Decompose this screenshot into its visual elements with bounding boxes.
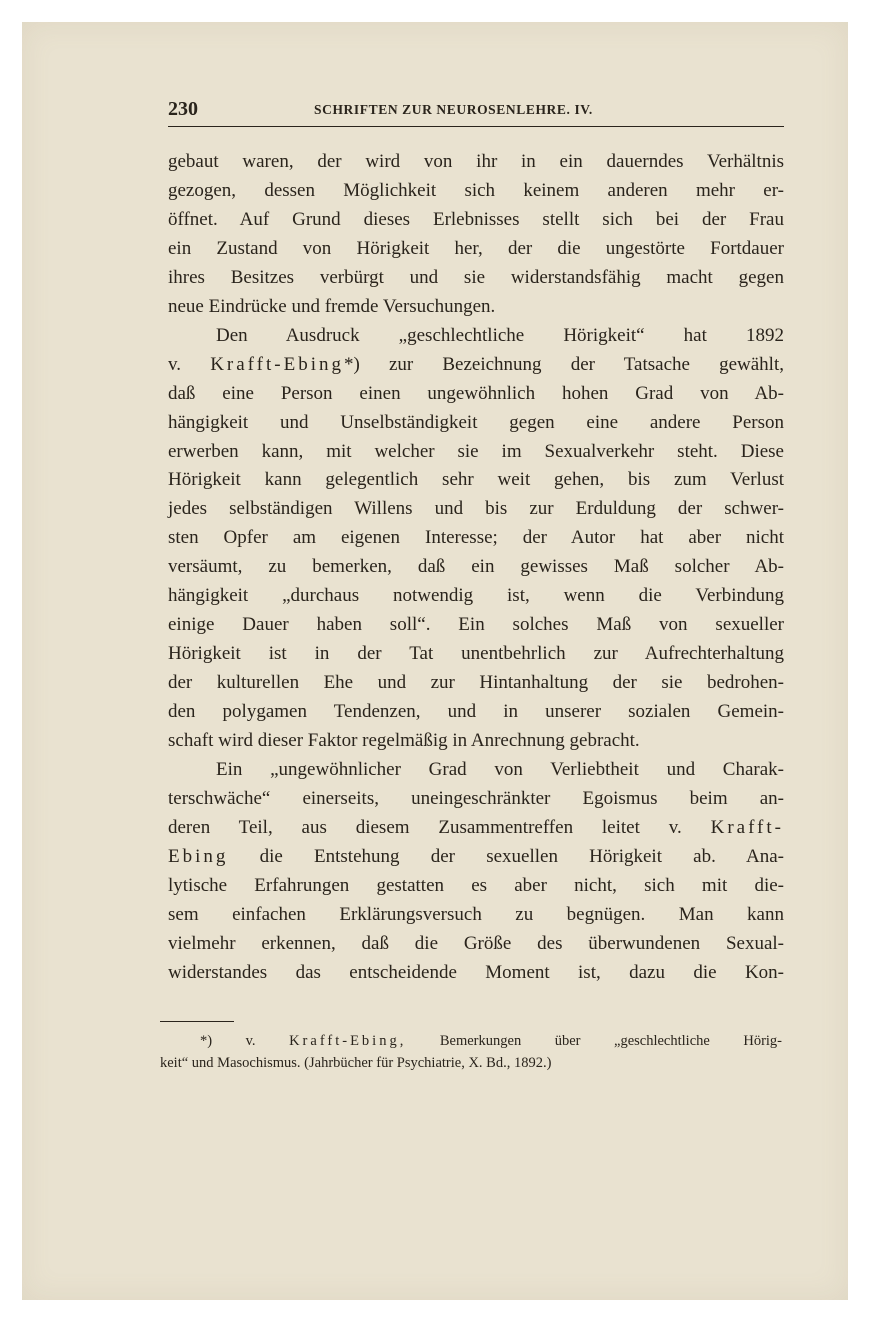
author-name: Krafft-Ebing: [210, 353, 344, 375]
footnote-line: keit“ und Masochismus. (Jahrbücher für Psychiatrie, X. Bd., 1892.): [160, 1055, 552, 1071]
footnote-rule: [160, 1021, 234, 1022]
text-line: widerstandes das entscheidende Moment ist, dazu die Kon-: [168, 961, 784, 983]
text-line: Hörigkeit ist in der Tat unentbehrlich zur Aufrechterhaltung: [168, 643, 784, 665]
body-text: [168, 148, 784, 988]
text-line: neue Eindrücke und fremde Versuchungen.: [168, 295, 496, 317]
text-line: ihres Besitzes verbürgt und sie widerstandsfähig macht gegen: [168, 266, 784, 288]
text-line: sten Opfer am eigenen Interesse; der Autor hat aber nicht: [168, 527, 784, 549]
text-line: [168, 843, 784, 872]
text-fragment: deren Teil, aus diesem Zusammentreffen leitet v.: [168, 816, 682, 838]
footnote: [160, 1030, 782, 1074]
text-line: den polygamen Tendenzen, und in unserer sozialen Gemein-: [168, 701, 784, 723]
text-line: öffnet. Auf Grund dieses Erlebnisses stellt sich bei der Frau: [168, 208, 784, 230]
text-line: der kulturellen Ehe und zur Hintanhaltung der sie bedrohen-: [168, 672, 784, 694]
text-line: terschwäche“ einerseits, uneingeschränkter Egoismus beim an-: [168, 787, 784, 809]
text-line: gezogen, dessen Möglichkeit sich keinem anderen mehr er-: [168, 179, 784, 201]
text-line: einige Dauer haben soll“. Ein solches Maß von sexueller: [168, 614, 784, 636]
text-fragment: v.: [168, 353, 182, 375]
text-line: schaft wird dieser Faktor regelmäßig in Anrechnung gebracht.: [168, 730, 640, 752]
text-line: ein Zustand von Hörigkeit her, der die ungestörte Fortdauer: [168, 237, 784, 259]
text-line: lytische Erfahrungen gestatten es aber nicht, sich mit die-: [168, 874, 784, 896]
header-rule: [168, 126, 784, 127]
text-fragment: *) v.: [200, 1033, 256, 1049]
running-head: [168, 98, 784, 124]
text-line: [168, 351, 784, 380]
text-line: vielmehr erkennen, daß die Größe des überwundenen Sexual-: [168, 932, 784, 954]
text-line: hängigkeit „durchaus notwendig ist, wenn die Verbindung: [168, 585, 784, 607]
author-name: Ebing: [168, 845, 229, 867]
author-name: Krafft-Ebing,: [289, 1033, 407, 1049]
text-line: Ein „ungewöhnlicher Grad von Verliebtheit und Charak-: [216, 759, 784, 781]
text-line: versäumt, zu bemerken, daß ein gewisses Maß solcher Ab-: [168, 556, 784, 578]
text-line: jedes selbständigen Willens und bis zur Erduldung der schwer-: [168, 498, 784, 520]
text-line: hängigkeit und Unselbständigkeit gegen eine andere Person: [168, 411, 784, 433]
text-line: sem einfachen Erklärungsversuch zu begnügen. Man kann: [168, 903, 784, 925]
text-line: Hörigkeit kann gelegentlich sehr weit gehen, bis zum Verlust: [168, 469, 784, 491]
page-number: 230: [168, 98, 198, 120]
text-line: gebaut waren, der wird von ihr in ein dauerndes Verhältnis: [168, 151, 784, 172]
text-line: daß eine Person einen ungewöhnlich hohen Grad von Ab-: [168, 382, 784, 404]
text-line: erwerben kann, mit welcher sie im Sexualverkehr steht. Diese: [168, 440, 784, 462]
author-name: Krafft-: [710, 816, 784, 838]
footnote-line: [160, 1030, 782, 1052]
text-line: Den Ausdruck „geschlechtliche Hörigkeit“ hat 1892: [216, 324, 784, 346]
running-title: SCHRIFTEN ZUR NEUROSENLEHRE. IV.: [314, 102, 593, 117]
text-line: [168, 814, 784, 843]
text-fragment: Bemerkungen über „geschlechtliche Hörig-: [439, 1033, 783, 1049]
text-fragment: die Entstehung der sexuellen Hörigkeit ab. Ana-: [259, 845, 785, 867]
text-fragment: *) zur Bezeichnung der Tatsache gewählt,: [343, 353, 784, 375]
